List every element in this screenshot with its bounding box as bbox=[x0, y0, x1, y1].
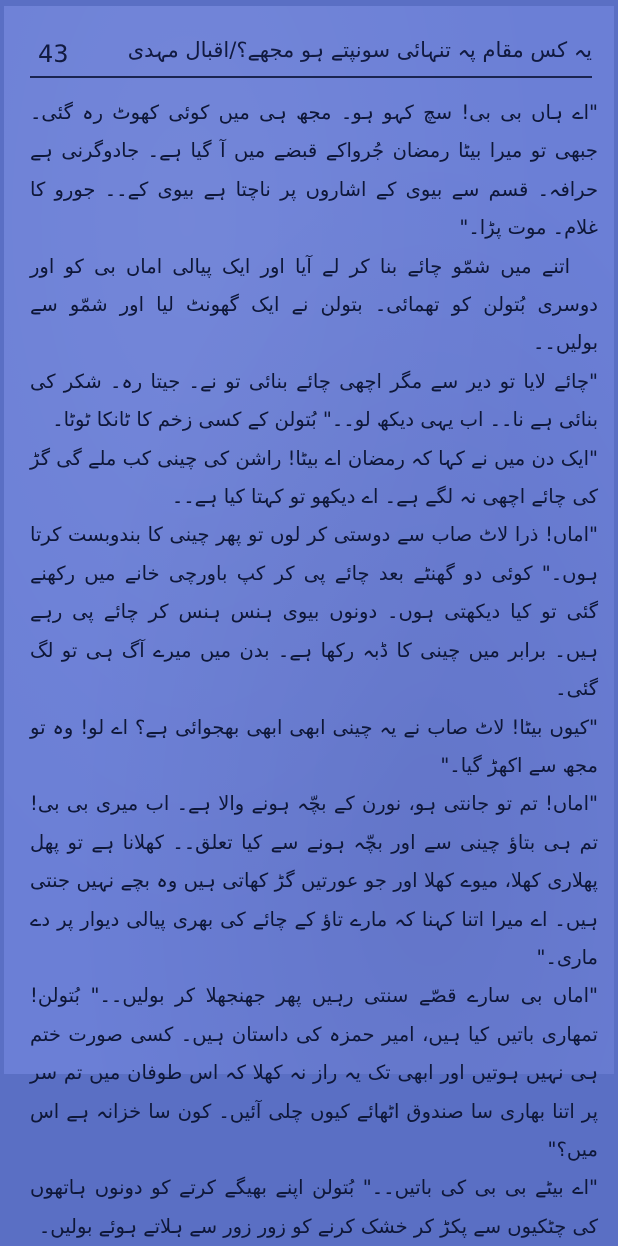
header-divider bbox=[30, 76, 592, 78]
paragraph: "اے ہاں بی بی! سچ کہو ہو۔ مجھ ہی میں کوئی کھوٹ رہ گئی۔ جبھی تو میرا بیٹا رمضان جُرواکے قبضے میں آ گیا ہے۔ جادوگرنی ہے حرافہ۔ قسم سے بیوی کے اشاروں پر ناچتا ہے بیوی کے۔۔ جورو کا غلام۔ موت پڑا۔" bbox=[30, 101, 598, 240]
paragraph: "ایک دن میں نے کہا کہ رمضان اے بیٹا! راشن کی چینی کب ملے گی گڑ کی چائے اچھی نہ لگے ہے۔ اے دیکھو تو کہتا کیا ہے۔۔ bbox=[30, 446, 598, 509]
page-number: 43 bbox=[38, 40, 69, 68]
paragraph: اتنے میں شمّو چائے بنا کر لے آیا اور ایک پیالی اماں بی کو اور دوسری بُتولن کو تھمائی۔ بتولن نے ایک گھونٹ لیا اور شمّو سے بولیں۔۔ bbox=[30, 254, 598, 355]
paragraph: "اماں! تم تو جانتی ہو، نورن کے بچّہ ہونے والا ہے۔ اب میری بی بی! تم ہی بتاؤ چینی سے اور بچّہ ہونے سے کیا تعلق۔۔ کھلانا ہے تو پھل پھلاری کھلا، میوے کھلا اور جو عورتیں گڑ کھاتی ہیں وہ بچے نہیں جنتی ہیں۔ اے میرا اتنا کہنا کہ مارے تاؤ کے چائے کی بھری پیالی دیوار پر دے ماری۔" bbox=[30, 792, 598, 969]
book-page bbox=[4, 6, 614, 1238]
paragraph: "کیوں بیٹا! لاٹ صاب نے یہ چینی ابھی ابھی بھجوائی ہے؟ اے لو! وہ تو مجھ سے اکھڑ گیا۔" bbox=[30, 715, 598, 777]
page-body bbox=[30, 94, 598, 1246]
paragraph: "اماں! ذرا لاٹ صاب سے دوستی کر لوں تو پھر چینی کا بندوبست کرتا ہوں۔" کوئی دو گھنٹے بعد چائے پی کر کپ باورچی خانے میں رکھنے گئی تو کیا دیکھتی ہوں۔ دونوں بیوی ہنس ہنس کر چائے پی رہے ہیں۔ برابر میں چینی کا ڈبہ رکھا ہے۔ بدن میں میرے آگ ہی تو لگ گئی۔ bbox=[30, 523, 598, 701]
page-header bbox=[32, 38, 592, 72]
paragraph: "چائے لایا تو دیر سے مگر اچھی چائے بنائی تو نے۔ جیتا رہ۔ شکر کی بنائی ہے نا۔۔ اب یہی دیکھ لو۔۔" بُتولن کے کسی زخم کا ٹانکا ٹوٹا۔ bbox=[30, 369, 598, 432]
running-title: یہ کس مقام پہ تنہائی سونپتے ہو مجھے؟/اقبال مہدی bbox=[127, 38, 592, 62]
paragraph: "اے بیٹے بی بی کی باتیں۔۔" بُتولن اپنے بھیگے کرتے کو دونوں ہاتھوں کی چٹکیوں سے پکڑ کر خشک کرنے کو زور زور سے ہلاتے ہوئے بولیں۔ bbox=[30, 1176, 598, 1238]
paragraph: "اماں بی سارے قصّے سنتی رہیں پھر جھنجھلا کر بولیں۔۔" بُتولن! تمھاری باتیں کیا ہیں، امیر حمزہ کی داستان ہیں۔ کسی صورت ختم ہی نہیں ہوتیں اور ابھی تک یہ راز نہ کھلا کہ اس طوفان میں تم سر پر اتنا بھاری سا صندوق اٹھائے کیوں چلی آئیں۔ کون سا خزانہ ہے اس میں؟" bbox=[30, 984, 598, 1161]
